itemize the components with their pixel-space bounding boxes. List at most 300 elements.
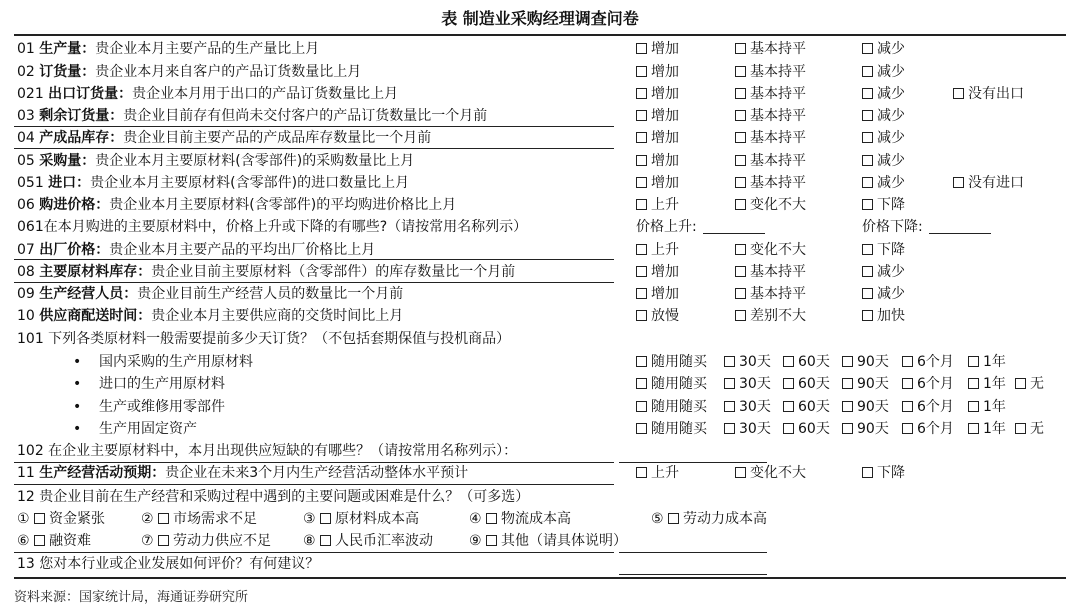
option-label: 随用随买 bbox=[651, 421, 707, 437]
option-label: 90天 bbox=[857, 354, 889, 370]
checkbox[interactable] bbox=[783, 378, 794, 389]
option-label: 下降 bbox=[877, 242, 905, 258]
option-label: 减少 bbox=[877, 130, 905, 146]
choice-number: ⑧ bbox=[303, 533, 321, 549]
option-label: 60天 bbox=[798, 399, 830, 415]
checkbox[interactable] bbox=[668, 513, 679, 524]
option-label: 劳动力成本高 bbox=[683, 511, 768, 527]
checkbox[interactable] bbox=[735, 288, 746, 299]
option-label: 加快 bbox=[877, 308, 905, 324]
option-label: 无 bbox=[1030, 421, 1044, 437]
problem-choice[interactable] bbox=[141, 530, 271, 552]
option-label: 基本持平 bbox=[750, 264, 806, 280]
question-text: 13 您对本行业或企业发展如何评价？有何建议？ bbox=[17, 556, 320, 572]
question-row bbox=[17, 239, 1067, 261]
question-text: 06 购进价格：贵企业本月主要原材料(含零部件)的平均购进价格比上月 bbox=[17, 197, 457, 213]
checkbox-option[interactable] bbox=[636, 172, 679, 194]
question-text: 03 剩余订货量：贵企业目前存有但尚未交付客户的产品订货数量比一个月前 bbox=[17, 108, 488, 124]
checkbox[interactable] bbox=[735, 110, 746, 121]
checkbox[interactable] bbox=[735, 132, 746, 143]
question-row bbox=[17, 530, 1067, 552]
choice-number: ⑥ bbox=[17, 533, 35, 549]
problem-choice[interactable] bbox=[303, 508, 419, 530]
checkbox[interactable] bbox=[842, 356, 853, 367]
checkbox[interactable] bbox=[862, 310, 873, 321]
checkbox[interactable] bbox=[486, 513, 497, 524]
question-key: 采购量： bbox=[39, 153, 96, 169]
checkbox-option[interactable] bbox=[724, 351, 771, 373]
checkbox-option[interactable] bbox=[735, 462, 806, 484]
checkbox-option[interactable] bbox=[735, 172, 806, 194]
option-label: 没有进口 bbox=[968, 175, 1024, 191]
checkbox[interactable] bbox=[636, 356, 647, 367]
checkbox-option[interactable] bbox=[735, 105, 806, 127]
checkbox-option[interactable] bbox=[953, 172, 1024, 194]
checkbox[interactable] bbox=[636, 177, 647, 188]
checkbox[interactable] bbox=[735, 467, 746, 478]
option-label: 随用随买 bbox=[651, 354, 707, 370]
item-label: 生产用固定资产 bbox=[99, 421, 197, 437]
option-label: 资金紧张 bbox=[49, 511, 106, 527]
checkbox[interactable] bbox=[724, 401, 735, 412]
divider-line bbox=[14, 484, 614, 485]
checkbox-option[interactable] bbox=[902, 351, 954, 373]
question-row bbox=[17, 194, 1067, 216]
option-label: 物流成本高 bbox=[501, 511, 572, 527]
question-row bbox=[17, 440, 1067, 462]
checkbox-option[interactable] bbox=[862, 261, 905, 283]
question-text: 021 出口订货量：贵企业本月用于出口的产品订货数量比上月 bbox=[17, 86, 399, 102]
checkbox[interactable] bbox=[724, 356, 735, 367]
checkbox-option[interactable] bbox=[735, 38, 806, 60]
question-key: 生产经营活动预期： bbox=[39, 465, 166, 481]
item-label: 生产或维修用零部件 bbox=[99, 399, 225, 415]
option-label: 减少 bbox=[877, 286, 905, 302]
checkbox[interactable] bbox=[735, 199, 746, 210]
checkbox[interactable] bbox=[735, 244, 746, 255]
table-title: 表 制造业采购经理调查问卷 bbox=[441, 9, 639, 28]
question-key: 生产经营人员： bbox=[39, 286, 138, 302]
option-label: 下降 bbox=[877, 465, 905, 481]
option-label: 基本持平 bbox=[750, 41, 806, 57]
checkbox-option[interactable] bbox=[636, 305, 679, 327]
checkbox-option[interactable] bbox=[636, 283, 679, 305]
checkbox-option[interactable] bbox=[636, 351, 707, 373]
question-key: 出口订货量： bbox=[48, 86, 133, 102]
checkbox-option[interactable] bbox=[783, 418, 830, 440]
problem-choice[interactable] bbox=[651, 508, 767, 530]
checkbox[interactable] bbox=[636, 378, 647, 389]
option-label: 变化不大 bbox=[750, 465, 806, 481]
checkbox-option[interactable] bbox=[862, 172, 905, 194]
checkbox-option[interactable] bbox=[735, 239, 806, 261]
question-row bbox=[17, 418, 1067, 440]
checkbox-option[interactable] bbox=[735, 150, 806, 172]
checkbox[interactable] bbox=[724, 423, 735, 434]
option-label: 6个月 bbox=[917, 376, 954, 392]
option-label: 减少 bbox=[877, 175, 905, 191]
checkbox[interactable] bbox=[320, 535, 331, 546]
checkbox-option[interactable] bbox=[724, 418, 771, 440]
checkbox-option[interactable] bbox=[724, 396, 771, 418]
question-key: 剩余订货量： bbox=[39, 108, 124, 124]
bottom-rule bbox=[14, 577, 1066, 579]
checkbox[interactable] bbox=[842, 423, 853, 434]
question-key: 供应商配送时间： bbox=[39, 308, 152, 324]
option-label: 基本持平 bbox=[750, 130, 806, 146]
option-label: 增加 bbox=[651, 153, 679, 169]
checkbox-option[interactable] bbox=[636, 61, 679, 83]
question-row bbox=[17, 462, 1067, 484]
question-text: 04 产成品库存：贵企业目前主要产品的产成品库存数量比一个月前 bbox=[17, 130, 432, 146]
problem-choice[interactable] bbox=[17, 508, 105, 530]
option-label: 增加 bbox=[651, 130, 679, 146]
problem-choice[interactable] bbox=[303, 530, 433, 552]
option-label: 基本持平 bbox=[750, 175, 806, 191]
checkbox[interactable] bbox=[735, 43, 746, 54]
option-label: 上升 bbox=[651, 465, 679, 481]
checkbox-option[interactable] bbox=[636, 38, 679, 60]
bullet-dot: • bbox=[73, 376, 82, 392]
checkbox[interactable] bbox=[968, 356, 979, 367]
problem-choice[interactable] bbox=[469, 530, 627, 552]
checkbox-option[interactable] bbox=[902, 418, 954, 440]
option-label: 增加 bbox=[651, 108, 679, 124]
option-label: 变化不大 bbox=[750, 197, 806, 213]
question-row bbox=[17, 172, 1067, 194]
checkbox[interactable] bbox=[862, 266, 873, 277]
option-label: 增加 bbox=[651, 286, 679, 302]
checkbox-option[interactable] bbox=[636, 105, 679, 127]
option-label: 融资难 bbox=[49, 533, 92, 549]
checkbox[interactable] bbox=[862, 110, 873, 121]
option-label: 减少 bbox=[877, 64, 905, 80]
checkbox-option[interactable] bbox=[735, 127, 806, 149]
checkbox[interactable] bbox=[902, 356, 913, 367]
option-label: 差别不大 bbox=[750, 308, 806, 324]
checkbox-option[interactable] bbox=[636, 396, 707, 418]
divider-line bbox=[14, 282, 614, 283]
option-label: 增加 bbox=[651, 175, 679, 191]
checkbox[interactable] bbox=[862, 43, 873, 54]
checkbox[interactable] bbox=[735, 155, 746, 166]
choice-number: ① bbox=[17, 511, 35, 527]
option-label: 减少 bbox=[877, 108, 905, 124]
checkbox-option[interactable] bbox=[953, 83, 1024, 105]
question-key: 主要原材料库存： bbox=[39, 264, 152, 280]
option-label: 1年 bbox=[983, 376, 1006, 392]
bullet-dot: • bbox=[73, 399, 82, 415]
checkbox-option[interactable] bbox=[636, 127, 679, 149]
item-label: 国内采购的生产用原材料 bbox=[99, 354, 253, 370]
option-label: 30天 bbox=[739, 399, 771, 415]
question-row bbox=[17, 508, 1067, 530]
question-row bbox=[17, 486, 1067, 508]
checkbox[interactable] bbox=[862, 244, 873, 255]
option-label: 下降 bbox=[877, 197, 905, 213]
option-label: 劳动力供应不足 bbox=[173, 533, 272, 549]
option-label: 90天 bbox=[857, 421, 889, 437]
checkbox-option[interactable] bbox=[862, 61, 905, 83]
question-row bbox=[17, 328, 1067, 350]
question-row bbox=[17, 305, 1067, 327]
checkbox-option[interactable] bbox=[862, 194, 905, 216]
question-text: 02 订货量：贵企业本月来自客户的产品订货数量比上月 bbox=[17, 64, 362, 80]
checkbox-option[interactable] bbox=[968, 351, 1006, 373]
checkbox[interactable] bbox=[34, 535, 45, 546]
question-key: 购进价格： bbox=[39, 197, 110, 213]
question-row bbox=[17, 351, 1067, 373]
question-text: 01 生产量：贵企业本月主要产品的生产量比上月 bbox=[17, 41, 320, 57]
checkbox[interactable] bbox=[735, 310, 746, 321]
problem-choice[interactable] bbox=[141, 508, 257, 530]
bullet-dot: • bbox=[73, 354, 82, 370]
option-label: 增加 bbox=[651, 64, 679, 80]
checkbox[interactable] bbox=[636, 88, 647, 99]
checkbox-option[interactable] bbox=[902, 396, 954, 418]
checkbox[interactable] bbox=[724, 378, 735, 389]
checkbox[interactable] bbox=[1015, 423, 1026, 434]
option-label: 基本持平 bbox=[750, 108, 806, 124]
checkbox[interactable] bbox=[636, 43, 647, 54]
checkbox-option[interactable] bbox=[842, 373, 889, 395]
checkbox-option[interactable] bbox=[636, 418, 707, 440]
checkbox-option[interactable] bbox=[862, 283, 905, 305]
option-label: 60天 bbox=[798, 421, 830, 437]
question-text: 051 进口：贵企业本月主要原材料(含零部件)的进口数量比上月 bbox=[17, 175, 410, 191]
checkbox[interactable] bbox=[783, 401, 794, 412]
checkbox[interactable] bbox=[636, 310, 647, 321]
checkbox[interactable] bbox=[735, 66, 746, 77]
checkbox[interactable] bbox=[636, 199, 647, 210]
option-label: 1年 bbox=[983, 399, 1006, 415]
checkbox-option[interactable] bbox=[735, 283, 806, 305]
checkbox-option[interactable] bbox=[862, 239, 905, 261]
checkbox[interactable] bbox=[158, 535, 169, 546]
question-text: 12 贵企业目前在生产经营和采购过程中遇到的主要问题或困难是什么？（可多选） bbox=[17, 489, 530, 505]
divider-line bbox=[14, 148, 614, 149]
checkbox-option[interactable] bbox=[842, 418, 889, 440]
checkbox-option[interactable] bbox=[636, 462, 679, 484]
question-row bbox=[17, 396, 1067, 418]
checkbox-option[interactable] bbox=[735, 61, 806, 83]
checkbox[interactable] bbox=[968, 423, 979, 434]
question-text: 11 生产经营活动预期：贵企业在未来3个月内生产经营活动整体水平预计 bbox=[17, 465, 469, 481]
price-up-field[interactable] bbox=[636, 216, 765, 238]
checkbox[interactable] bbox=[953, 88, 964, 99]
checkbox-option[interactable] bbox=[636, 373, 707, 395]
divider-line bbox=[14, 126, 614, 127]
checkbox[interactable] bbox=[842, 401, 853, 412]
option-label: 6个月 bbox=[917, 421, 954, 437]
option-label: 上升 bbox=[651, 242, 679, 258]
checkbox[interactable] bbox=[968, 401, 979, 412]
checkbox[interactable] bbox=[636, 66, 647, 77]
divider-line bbox=[619, 574, 767, 575]
checkbox-option[interactable] bbox=[862, 305, 905, 327]
checkbox[interactable] bbox=[902, 378, 913, 389]
question-text: 09 生产经营人员：贵企业目前生产经营人员的数量比一个月前 bbox=[17, 286, 404, 302]
option-label: 放慢 bbox=[651, 308, 679, 324]
option-label: 减少 bbox=[877, 86, 905, 102]
checkbox-option[interactable] bbox=[735, 305, 806, 327]
option-label: 增加 bbox=[651, 41, 679, 57]
checkbox[interactable] bbox=[862, 155, 873, 166]
question-text: 061在本月购进的主要原材料中，价格上升或下降的有哪些?（请按常用名称列示） bbox=[17, 219, 528, 235]
checkbox-option[interactable] bbox=[636, 239, 679, 261]
checkbox[interactable] bbox=[862, 66, 873, 77]
checkbox[interactable] bbox=[862, 177, 873, 188]
option-label: 随用随买 bbox=[651, 376, 707, 392]
checkbox[interactable] bbox=[862, 132, 873, 143]
option-label: 基本持平 bbox=[750, 286, 806, 302]
price-down-blank[interactable] bbox=[929, 219, 991, 234]
question-row bbox=[17, 373, 1067, 395]
checkbox[interactable] bbox=[735, 88, 746, 99]
option-label: 其他（请具体说明） bbox=[501, 533, 628, 549]
checkbox[interactable] bbox=[636, 244, 647, 255]
option-label: 随用随买 bbox=[651, 399, 707, 415]
option-label: 基本持平 bbox=[750, 64, 806, 80]
price-down-field[interactable] bbox=[862, 216, 991, 238]
checkbox[interactable] bbox=[34, 513, 45, 524]
checkbox[interactable] bbox=[953, 177, 964, 188]
choice-number: ④ bbox=[469, 511, 487, 527]
checkbox-option[interactable] bbox=[862, 150, 905, 172]
checkbox-option[interactable] bbox=[862, 83, 905, 105]
checkbox-option[interactable] bbox=[783, 351, 830, 373]
option-label: 增加 bbox=[651, 86, 679, 102]
checkbox-option[interactable] bbox=[968, 418, 1006, 440]
checkbox-option[interactable] bbox=[862, 105, 905, 127]
checkbox[interactable] bbox=[783, 356, 794, 367]
checkbox[interactable] bbox=[636, 467, 647, 478]
checkbox-option[interactable] bbox=[735, 83, 806, 105]
checkbox[interactable] bbox=[486, 535, 497, 546]
checkbox-option[interactable] bbox=[783, 373, 830, 395]
checkbox[interactable] bbox=[636, 110, 647, 121]
checkbox-option[interactable] bbox=[636, 261, 679, 283]
option-label: 30天 bbox=[739, 376, 771, 392]
checkbox-option[interactable] bbox=[1015, 418, 1044, 440]
question-row bbox=[17, 83, 1067, 105]
checkbox[interactable] bbox=[158, 513, 169, 524]
problem-choice[interactable] bbox=[469, 508, 571, 530]
question-row bbox=[17, 553, 1067, 575]
option-label: 没有出口 bbox=[968, 86, 1024, 102]
checkbox[interactable] bbox=[636, 423, 647, 434]
checkbox-option[interactable] bbox=[862, 127, 905, 149]
checkbox-option[interactable] bbox=[1015, 373, 1044, 395]
checkbox-option[interactable] bbox=[783, 396, 830, 418]
checkbox[interactable] bbox=[735, 266, 746, 277]
checkbox[interactable] bbox=[902, 423, 913, 434]
option-label: 基本持平 bbox=[750, 153, 806, 169]
option-label: 90天 bbox=[857, 399, 889, 415]
question-row bbox=[17, 150, 1067, 172]
checkbox-option[interactable] bbox=[636, 150, 679, 172]
option-label: 30天 bbox=[739, 421, 771, 437]
option-label: 无 bbox=[1030, 376, 1044, 392]
option-label: 原材料成本高 bbox=[335, 511, 420, 527]
top-rule bbox=[14, 34, 1066, 36]
option-label: 增加 bbox=[651, 264, 679, 280]
checkbox[interactable] bbox=[320, 513, 331, 524]
question-key: 订货量： bbox=[39, 64, 96, 80]
checkbox-option[interactable] bbox=[735, 261, 806, 283]
question-row bbox=[17, 61, 1067, 83]
problem-choice[interactable] bbox=[17, 530, 91, 552]
checkbox-option[interactable] bbox=[842, 351, 889, 373]
checkbox[interactable] bbox=[636, 155, 647, 166]
question-text: 08 主要原材料库存：贵企业目前主要原材料（含零部件）的库存数量比一个月前 bbox=[17, 264, 516, 280]
question-text: 101 下列各类原材料一般需要提前多少天订货？（不包括套期保值与投机商品） bbox=[17, 331, 511, 347]
question-key: 进口： bbox=[48, 175, 91, 191]
checkbox[interactable] bbox=[862, 199, 873, 210]
question-row bbox=[17, 105, 1067, 127]
checkbox[interactable] bbox=[636, 266, 647, 277]
checkbox-option[interactable] bbox=[968, 373, 1006, 395]
checkbox-option[interactable] bbox=[968, 396, 1006, 418]
option-label: 减少 bbox=[877, 41, 905, 57]
option-label: 人民币汇率波动 bbox=[335, 533, 434, 549]
checkbox-option[interactable] bbox=[862, 38, 905, 60]
question-row bbox=[17, 261, 1067, 283]
question-key: 出厂价格： bbox=[39, 242, 110, 258]
checkbox[interactable] bbox=[968, 378, 979, 389]
option-label: 6个月 bbox=[917, 399, 954, 415]
checkbox[interactable] bbox=[636, 401, 647, 412]
checkbox[interactable] bbox=[1015, 378, 1026, 389]
checkbox-option[interactable] bbox=[902, 373, 954, 395]
checkbox[interactable] bbox=[862, 467, 873, 478]
question-text: 10 供应商配送时间：贵企业本月主要供应商的交货时间比上月 bbox=[17, 308, 404, 324]
question-row bbox=[17, 216, 1067, 238]
item-label: 进口的生产用原材料 bbox=[99, 376, 225, 392]
choice-number: ② bbox=[141, 511, 159, 527]
checkbox[interactable] bbox=[862, 288, 873, 299]
checkbox-option[interactable] bbox=[735, 194, 806, 216]
checkbox[interactable] bbox=[735, 177, 746, 188]
checkbox[interactable] bbox=[783, 423, 794, 434]
checkbox-option[interactable] bbox=[636, 83, 679, 105]
checkbox[interactable] bbox=[842, 378, 853, 389]
price-down-label: 价格下降: bbox=[862, 219, 923, 235]
question-text: 05 采购量：贵企业本月主要原材料(含零部件)的采购数量比上月 bbox=[17, 153, 415, 169]
divider-line bbox=[14, 259, 614, 260]
checkbox-option[interactable] bbox=[724, 373, 771, 395]
source-note: 资料来源：国家统计局，海通证券研究所 bbox=[14, 590, 249, 605]
option-label: 1年 bbox=[983, 421, 1006, 437]
question-text: 102 在企业主要原材料中，本月出现供应短缺的有哪些？（请按常用名称列示）： bbox=[17, 443, 518, 459]
question-text: 07 出厂价格：贵企业本月主要产品的平均出厂价格比上月 bbox=[17, 242, 376, 258]
checkbox-option[interactable] bbox=[862, 462, 905, 484]
checkbox[interactable] bbox=[636, 132, 647, 143]
choice-number: ⑤ bbox=[651, 511, 669, 527]
checkbox[interactable] bbox=[902, 401, 913, 412]
option-label: 30天 bbox=[739, 354, 771, 370]
option-label: 减少 bbox=[877, 153, 905, 169]
question-row bbox=[17, 127, 1067, 149]
option-label: 1年 bbox=[983, 354, 1006, 370]
checkbox[interactable] bbox=[636, 288, 647, 299]
option-label: 60天 bbox=[798, 354, 830, 370]
option-label: 变化不大 bbox=[750, 242, 806, 258]
checkbox-option[interactable] bbox=[842, 396, 889, 418]
checkbox[interactable] bbox=[862, 88, 873, 99]
checkbox-option[interactable] bbox=[636, 194, 679, 216]
price-up-blank[interactable] bbox=[703, 219, 765, 234]
